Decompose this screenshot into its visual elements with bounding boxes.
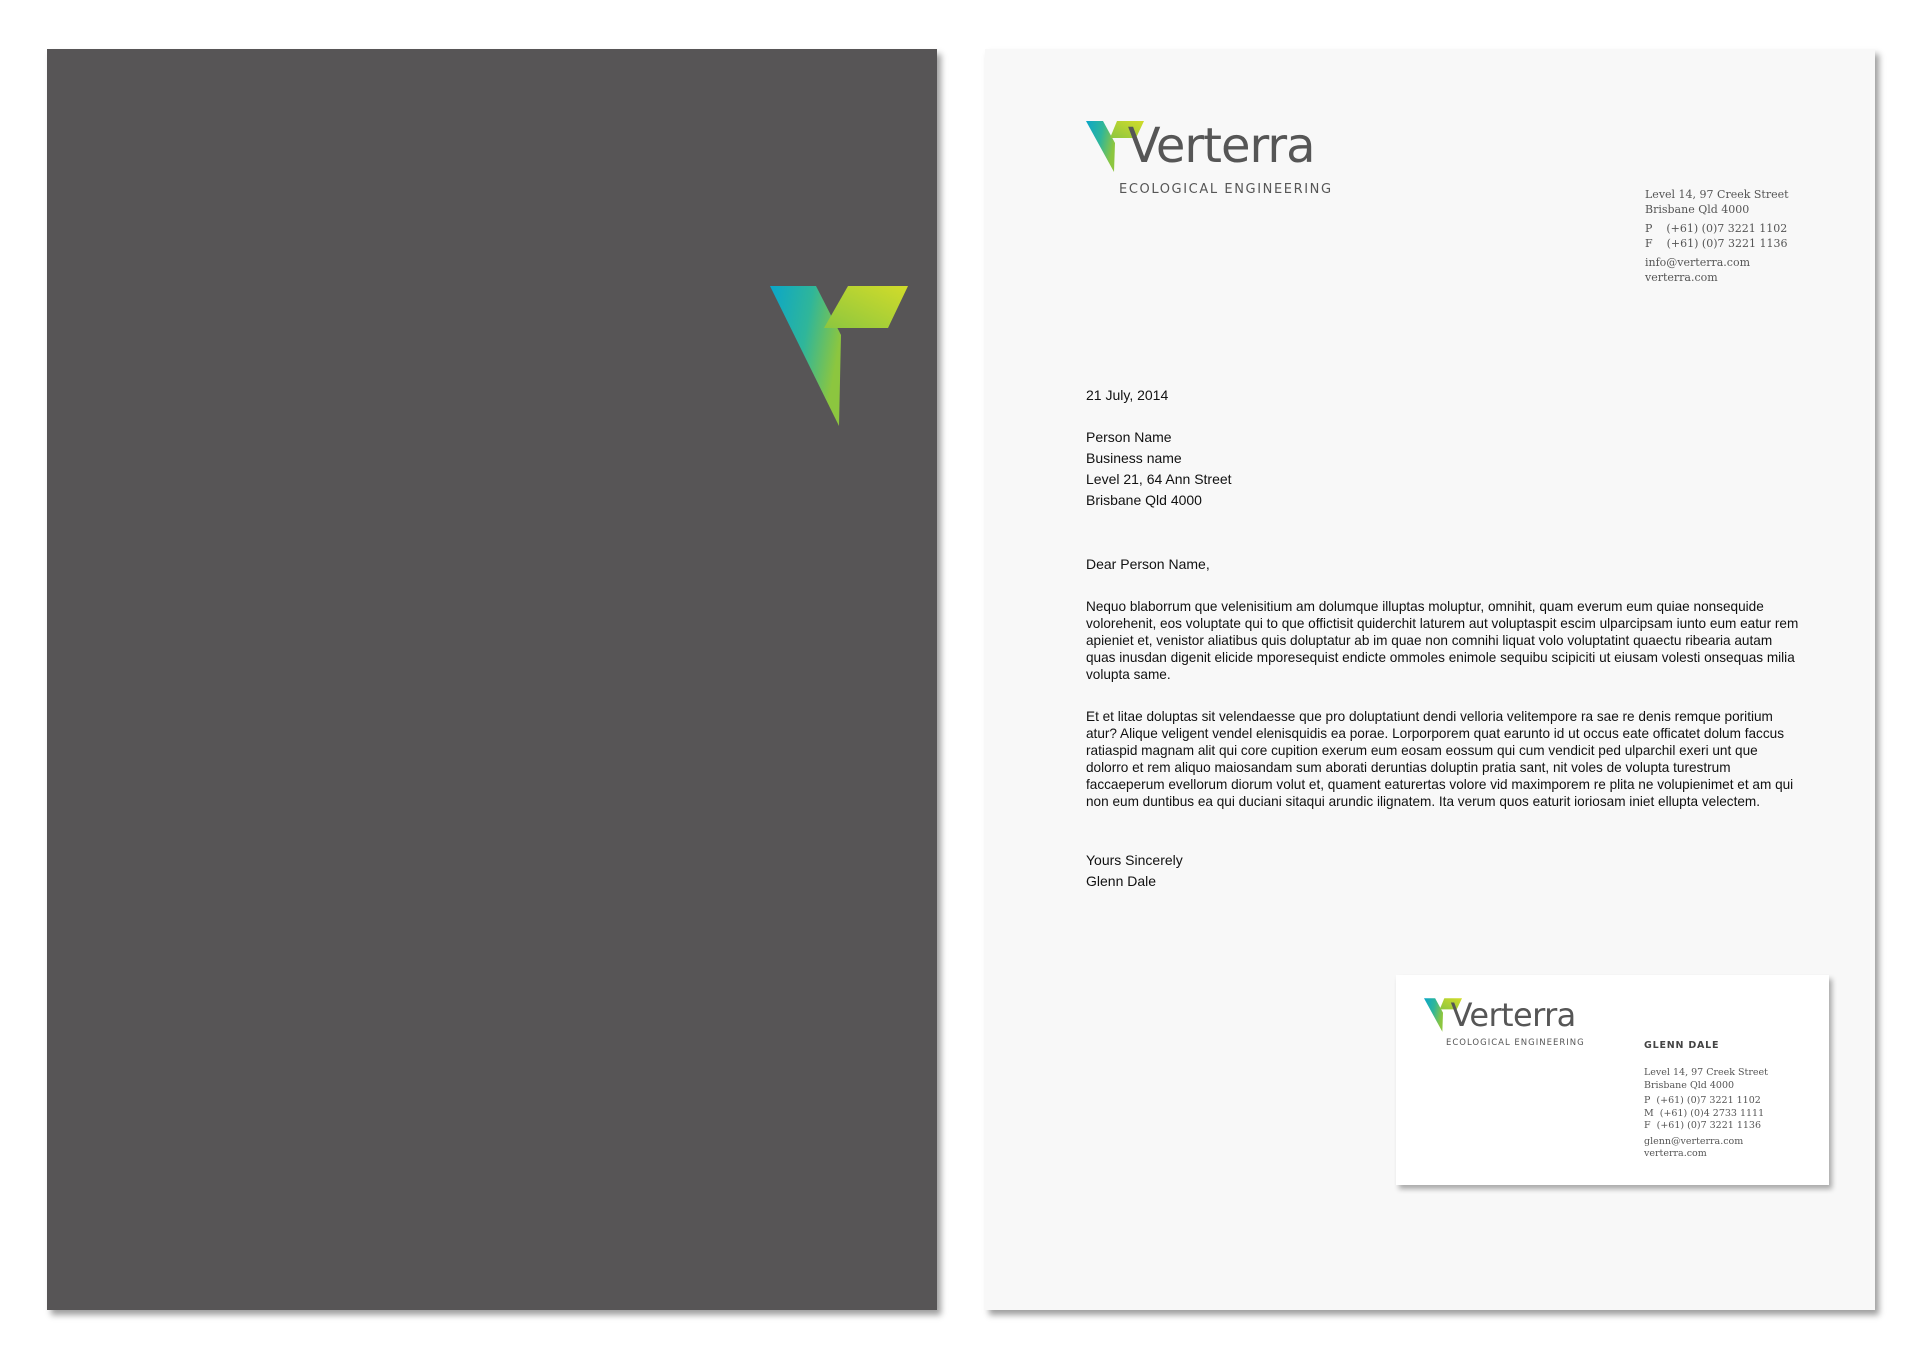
logo-wordmark: Verterra (1127, 118, 1315, 174)
mobile-number: M (+61) (0)4 2733 1111 (1644, 1107, 1765, 1119)
logo-tagline: ECOLOGICAL ENGINEERING (1446, 1038, 1585, 1048)
website-address: verterra.com (1645, 271, 1718, 284)
letter-closing (1086, 850, 1801, 892)
recipient-business: Business name (1086, 450, 1182, 466)
email-address: info@verterra.com (1645, 256, 1750, 269)
fax-number: F (+61) (0)7 3221 1136 (1645, 237, 1788, 250)
business-card-logo (1424, 998, 1594, 1058)
logo-wordmark: Verterra (1450, 996, 1576, 1034)
phone-number: P (+61) (0)7 3221 1102 (1644, 1095, 1761, 1106)
recipient-name: Person Name (1086, 429, 1172, 445)
card-contact-block (1644, 1067, 1768, 1161)
closing-phrase: Yours Sincerely (1086, 852, 1183, 868)
address-line: Brisbane Qld 4000 (1645, 203, 1750, 216)
cover-sheet (47, 49, 937, 1310)
fax-number: F (+61) (0)7 3221 1136 (1644, 1120, 1762, 1131)
recipient-address (1086, 427, 1801, 511)
recipient-city: Brisbane Qld 4000 (1086, 492, 1202, 508)
phone-number: P (+61) (0)7 3221 1102 (1645, 222, 1788, 235)
recipient-street: Level 21, 64 Ann Street (1086, 471, 1232, 487)
business-card (1396, 975, 1829, 1185)
website-address: verterra.com (1644, 1148, 1707, 1159)
letter-paragraph: Nequo blaborrum que velenisitium am dolumque illuptas moluptur, omnihit, quam everum eum quiae nonsequide volorehenit, eos voluptate qui to que offictisit quiderchit laturem aut voluptaspit escim ulparcipsam iunto eum eatur rem apieniet et, venistor aliatibus quis doluptatur ab im quae non comnihi liquat volo voluptatint quaectu ribearia autam quas inusdan digenit elicide mporesequist endicte ommoles enimole sequibu scipiciti ut eiusam volesti onsequas milia volupta same. (1086, 599, 1799, 682)
address-line: Level 14, 97 Creek Street (1644, 1067, 1768, 1078)
verterra-v-mark-icon (770, 286, 908, 426)
address-line: Level 14, 97 Creek Street (1645, 188, 1789, 201)
signature-name: Glenn Dale (1086, 873, 1157, 889)
email-address: glenn@verterra.com (1644, 1135, 1744, 1147)
letterhead-contact-block (1645, 187, 1789, 285)
logo-tagline: ECOLOGICAL ENGINEERING (1119, 182, 1333, 197)
letter-salutation: Dear Person Name, (1086, 556, 1210, 572)
letterhead-logo (1086, 118, 1346, 201)
address-line: Brisbane Qld 4000 (1644, 1079, 1735, 1091)
letter-date: 21 July, 2014 (1086, 387, 1169, 403)
letter-paragraph: Et et litae doluptas sit velendaesse que pro doluptatiunt dendi velloria velitempore ra sae re denis remque poritium atur? Alique veligent vendel elenisquidis ea porae. Lorporporem quat earunto id ut occus eate officatet dolum faccus ratiaspid magnam alit qui core cupition exerum eum eosam eossum qui cum vendicit ped ulparchil exeri unt que dolorro et rem aliquo maiosandam sum aborati deruntias doluptin pratia sant, nit voles de volupta turestrum faccaeperum evellorum diorum volut et, quament eaturertas volore vid maximporem re plita ne volupienimet et am qui non eum duntibus ea qui duciani sitaqui arundic ilignatem. Ita verum quos eaturit ioriosam iniet ellupta velectem. (1086, 709, 1794, 809)
card-holder-name: GLENN DALE (1644, 1040, 1720, 1051)
